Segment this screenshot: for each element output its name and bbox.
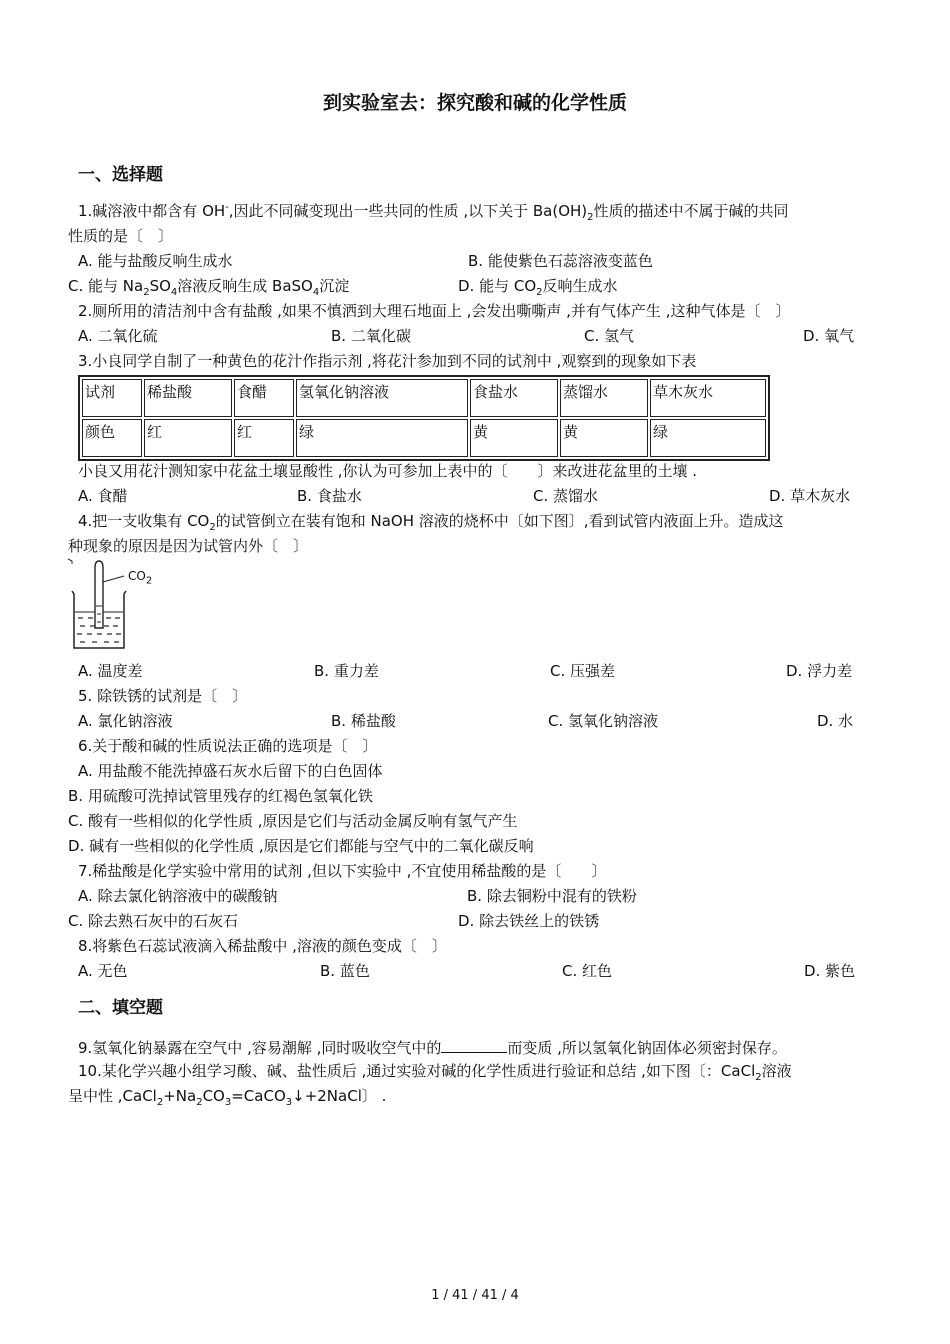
q7-option-c[interactable]: C. 除去熟石灰中的石灰石 [68,912,239,930]
q7-option-b[interactable]: B. 除去铜粉中混有的铁粉 [467,887,637,905]
q7-option-a[interactable]: A. 除去氯化钠溶液中的碳酸钠 [78,887,278,905]
q2-option-a[interactable]: A. 二氧化硫 [78,327,158,345]
table-cell: 食盐水 [470,379,558,417]
q3-option-d[interactable]: D. 草木灰水 [769,487,851,505]
q5-option-a[interactable]: A. 氯化钠溶液 [78,712,173,730]
q3-option-c[interactable]: C. 蒸馏水 [533,487,599,505]
q1-stem-line2: 性质的是〔 〕 [68,227,174,245]
q3-option-b[interactable]: B. 食盐水 [297,487,362,505]
table-cell: 稀盐酸 [144,379,232,417]
q3-followup: 小良又用花汁测知家中花盆土壤显酸性 ,你认为可参加上表中的〔 〕来改进花盆里的土壤 . [78,462,698,480]
q3-option-a[interactable]: A. 食醋 [78,487,128,505]
q3-stem: 3.小良同学自制了一种黄色的花汁作指示剂 ,将花汁参加到不同的试剂中 ,观察到的现象如下表 [78,352,697,370]
q1-option-d[interactable]: D. 能与 $CO_2$反响生成水 [458,277,618,298]
table-cell: 绿 [650,419,766,457]
q5-stem: 5. 除铁锈的试剂是〔 〕 [78,687,248,705]
q4-stem-line2: 种现象的原因是因为试管内外〔 〕 [68,537,309,555]
table-cell: 食醋 [234,379,294,417]
q8-option-b[interactable]: B. 蓝色 [320,962,370,980]
table-cell: 草木灰水 [650,379,766,417]
q2-option-d[interactable]: D. 氧气 [803,327,855,345]
q7-option-d[interactable]: D. 除去铁丝上的铁锈 [458,912,600,930]
q9-stem: 9.氢氧化钠暴露在空气中 ,容易潮解 ,同时吸收空气中的 而变质 ,所以氢氧化钠固体必须密封保存。 [78,1039,787,1057]
q2-option-c[interactable]: C. 氢气 [584,327,635,345]
q1-option-b[interactable]: B. 能使紫色石蕊溶液变蓝色 [468,252,653,270]
table-row [82,419,766,457]
co2-figure-label: $CO_2$ [128,569,153,587]
q6-option-d[interactable]: D. 碱有一些相似的化学性质 ,原因是它们都能与空气中的二氧化碳反响 [68,837,534,855]
table-row [82,379,766,417]
q5-option-c[interactable]: C. 氢氧化钠溶液 [548,712,659,730]
table-cell: 试剂 [82,379,142,417]
q1-option-a[interactable]: A. 能与盐酸反响生成水 [78,252,233,270]
answer-blank[interactable] [441,1037,507,1053]
q6-option-a[interactable]: A. 用盐酸不能洗掉盛石灰水后留下的白色固体 [78,762,383,780]
q1-stem-line1: 1.碱溶液中都含有 OH-,因此不同碱变现出一些共同的性质 ,以下关于 $Ba(OH)_2$性质的描述中不属于碱的共同 [78,202,789,223]
q8-stem: 8.将紫色石蕊试液滴入稀盐酸中 ,溶液的颜色变成〔 〕 [78,937,447,955]
table-cell: 绿 [296,419,468,457]
q2-option-b[interactable]: B. 二氧化碳 [331,327,411,345]
q8-option-d[interactable]: D. 紫色 [804,962,856,980]
section-heading-fill: 二、填空题 [78,998,163,1018]
q2-stem: 2.厕所用的清洁剂中含有盐酸 ,如果不慎洒到大理石地面上 ,会发出嘶嘶声 ,并有气体产生 ,这种气体是〔 〕 [78,302,791,320]
table-cell: 红 [234,419,294,457]
page-number: 1 / 41 / 41 / 4 [431,1288,519,1303]
table-cell: 黄 [470,419,558,457]
table-cell: 氢氧化钠溶液 [296,379,468,417]
q5-option-b[interactable]: B. 稀盐酸 [331,712,396,730]
q4-option-d[interactable]: D. 浮力差 [786,662,853,680]
table-cell: 颜色 [82,419,142,457]
table-cell: 红 [144,419,232,457]
q4-option-a[interactable]: A. 温度差 [78,662,143,680]
q10-stem-line2: 呈中性 $,CaCl_2+Na_2CO_3=CaCO_3↓+2NaCl$〕 . [68,1087,387,1108]
table-cell: 蒸馏水 [560,379,648,417]
table-cell: 黄 [560,419,648,457]
q7-stem: 7.稀盐酸是化学实验中常用的试剂 ,但以下实验中 ,不宜使用稀盐酸的是〔 〕 [78,862,607,880]
indicator-table [78,375,770,461]
q4-stem-line1: 4.把一支收集有 $CO_2$的试管倒立在装有饱和 NaOH 溶液的烧杯中〔如下图〕,看到试管内液面上升。造成这 [78,512,784,533]
q6-option-b[interactable]: B. 用硫酸可洗掉试管里残存的红褐色氢氧化铁 [68,787,373,805]
q5-option-d[interactable]: D. 水 [817,712,854,730]
q6-option-c[interactable]: C. 酸有一些相似的化学性质 ,原因是它们与活动金属反响有氢气产生 [68,812,518,830]
q8-option-c[interactable]: C. 红色 [562,962,613,980]
section-heading-choice: 一、选择题 [78,165,163,185]
page-title: 到实验室去：探究酸和碱的化学性质 [322,92,627,114]
q6-stem: 6.关于酸和碱的性质说法正确的选项是〔 〕 [78,737,378,755]
q10-stem-line1: 10.某化学兴趣小组学习酸、碱、盐性质后 ,通过实验对碱的化学性质进行验证和总结 ,如下图〔：CaCl$_2$溶液 [78,1062,792,1083]
q8-option-a[interactable]: A. 无色 [78,962,128,980]
q4-option-c[interactable]: C. 压强差 [550,662,616,680]
q4-option-b[interactable]: B. 重力差 [314,662,379,680]
q1-option-c[interactable]: C. 能与 $Na_2SO_4$溶液反响生成 BaSO$_4$沉淀 [68,277,350,298]
